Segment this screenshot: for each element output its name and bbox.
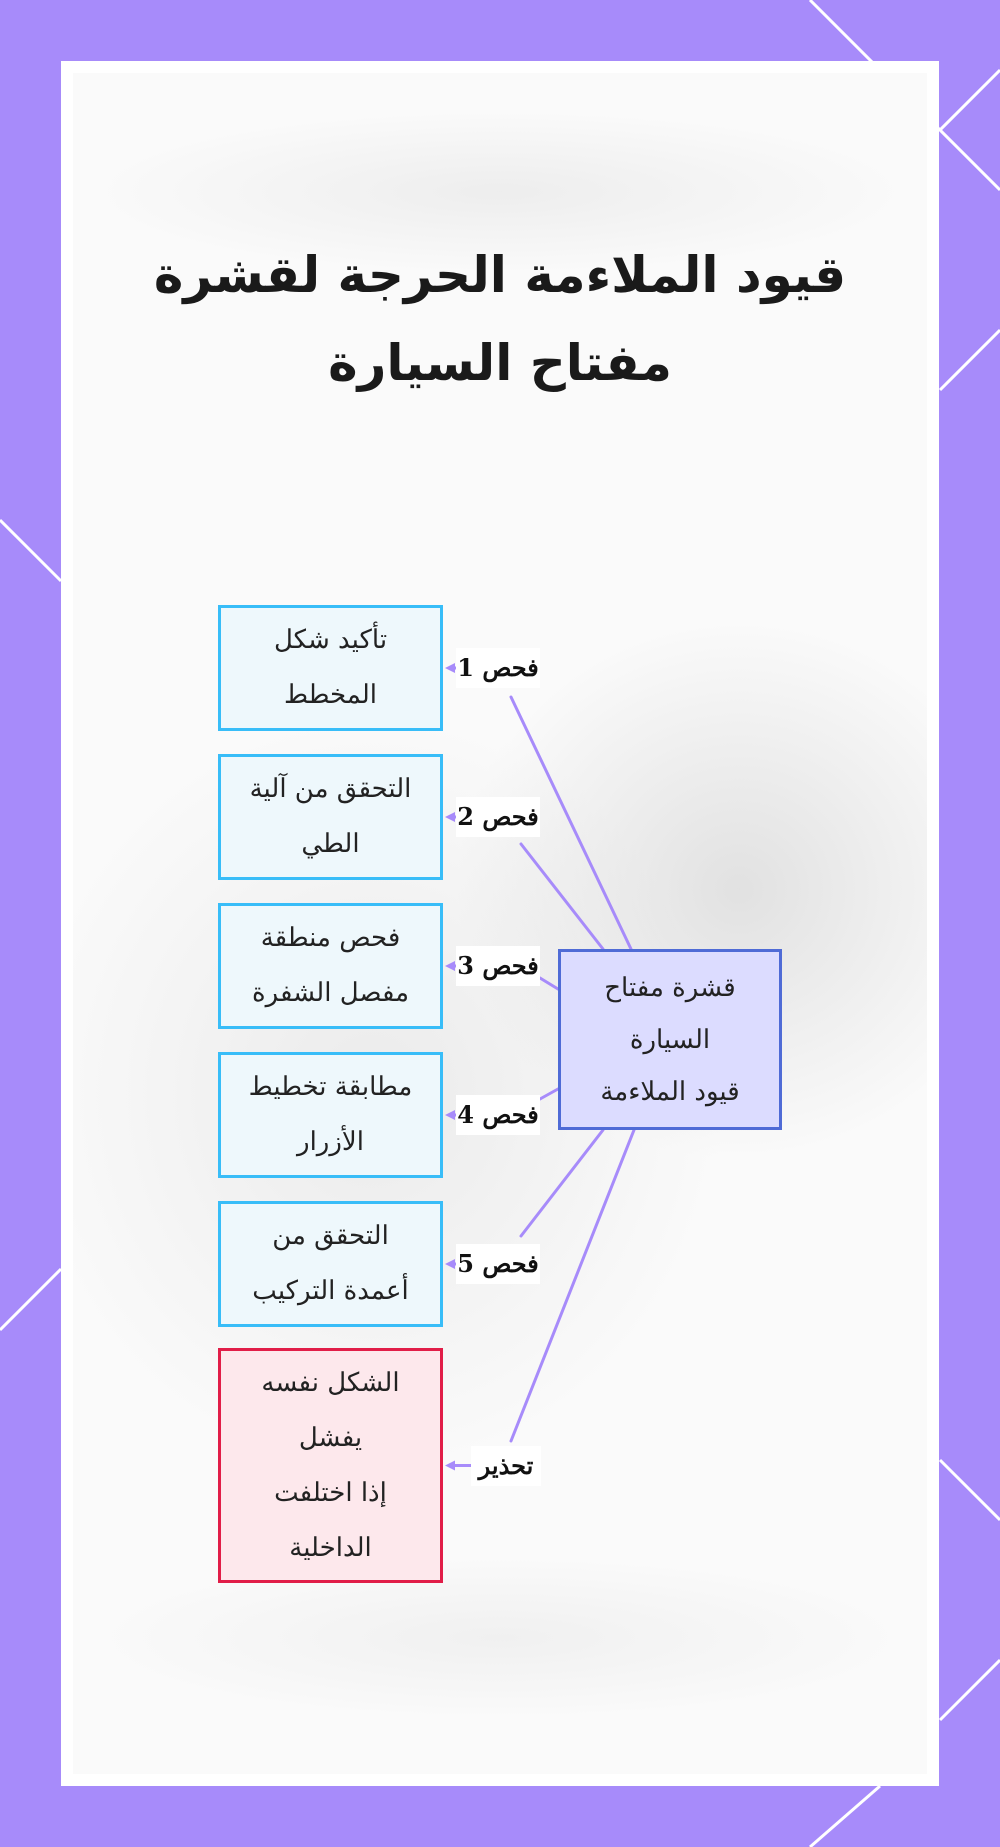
arrow-head-3 [445, 961, 455, 971]
connector-line-6 [511, 1130, 634, 1441]
node-text-line: تأكيد شكل [273, 625, 388, 655]
check-node-2 [218, 754, 443, 880]
node-text-line: الأزرار [297, 1127, 364, 1157]
node-text-line: التحقق من آلية [249, 774, 412, 804]
arrow-head-2 [445, 812, 455, 822]
node-text-line: أعمدة التركيب [252, 1276, 409, 1306]
edge-label-4: فحص 4 [456, 1095, 540, 1135]
warning-node [218, 1348, 443, 1583]
arrow-head-1 [445, 663, 455, 673]
check-node-4 [218, 1052, 443, 1178]
node-text-line: مطابقة تخطيط [248, 1072, 413, 1102]
check-node-1 [218, 605, 443, 731]
node-text-line: الداخلية [289, 1532, 372, 1563]
edge-label-3: فحص 3 [456, 946, 540, 986]
check-node-5 [218, 1201, 443, 1327]
center-text-line: السيارة [629, 1024, 711, 1055]
node-text-line: إذا اختلفت [274, 1477, 387, 1508]
check-node-3 [218, 903, 443, 1029]
connector-line-5 [521, 1130, 603, 1236]
node-text-line: التحقق من [272, 1221, 389, 1251]
node-text-line: الشكل نفسه [261, 1367, 400, 1398]
arrow-head-6 [445, 1461, 455, 1471]
diagram-card [61, 61, 939, 1786]
node-text-line: مفصل الشفرة [251, 978, 410, 1008]
title-line-1: قيود الملاءمة الحرجة لقشرة [153, 246, 847, 304]
arrow-head-4 [445, 1110, 455, 1120]
connector-line-3 [540, 978, 558, 989]
edge-label-6: تحذير [471, 1446, 541, 1486]
node-text-line: يفشل [298, 1422, 363, 1453]
connector-line-2 [521, 844, 603, 949]
arrow-head-5 [445, 1259, 455, 1269]
node-text-line: الطي [301, 829, 360, 859]
center-text-line: قشرة مفتاح [604, 972, 736, 1003]
connector-line-4 [540, 1089, 558, 1099]
center-text-line: قيود الملاءمة [600, 1076, 740, 1107]
center-node [558, 949, 782, 1130]
edge-label-1: فحص 1 [456, 648, 540, 688]
edge-layer [61, 61, 939, 1786]
node-text-line: المخطط [284, 680, 377, 710]
edge-label-2: فحص 2 [456, 797, 540, 837]
edge-label-5: فحص 5 [456, 1244, 540, 1284]
title-line-2: مفتاح السيارة [328, 334, 672, 392]
node-text-line: فحص منطقة [260, 923, 401, 953]
